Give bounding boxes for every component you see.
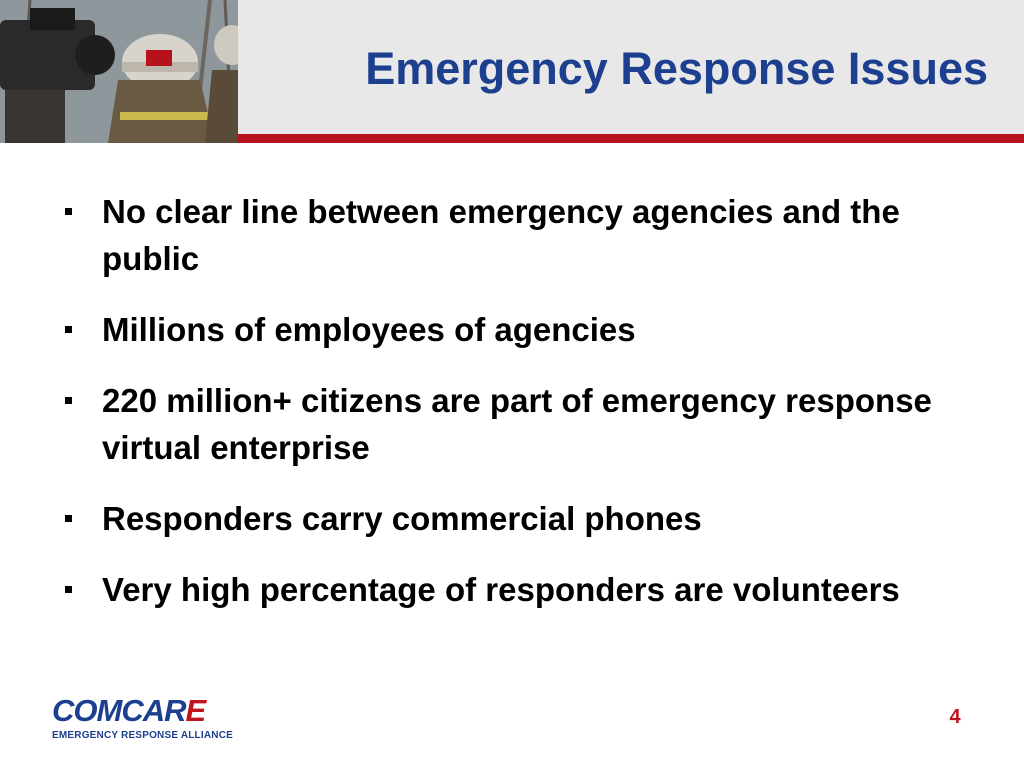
comcare-logo — [52, 694, 232, 744]
header-photo — [0, 0, 238, 143]
bullet-text: 220 million+ citizens are part of emergency response virtual enterprise — [102, 382, 932, 466]
bullet-item — [60, 188, 970, 282]
bullet-text: No clear line between emergency agencies and the public — [102, 193, 900, 277]
bullet-item — [60, 377, 970, 471]
logo-word-main: COMCAR — [52, 693, 186, 728]
logo-subtitle: EMERGENCY RESPONSE ALLIANCE — [52, 730, 233, 741]
bullet-text: Responders carry commercial phones — [102, 500, 702, 537]
square-bullet-icon — [65, 586, 72, 593]
square-bullet-icon — [65, 397, 72, 404]
page-number: 4 — [949, 706, 961, 728]
square-bullet-icon — [65, 515, 72, 522]
bullet-item — [60, 306, 970, 353]
square-bullet-icon — [65, 326, 72, 333]
bullet-text: Very high percentage of responders are volunteers — [102, 571, 900, 608]
logo-word-accent: E — [185, 693, 206, 728]
bullet-list — [60, 188, 970, 637]
bullet-text: Millions of employees of agencies — [102, 311, 636, 348]
bullet-item — [60, 566, 970, 613]
square-bullet-icon — [65, 208, 72, 215]
logo-wordmark — [52, 694, 232, 728]
slide-title: Emergency Response Issues — [365, 43, 988, 94]
bullet-item — [60, 495, 970, 542]
